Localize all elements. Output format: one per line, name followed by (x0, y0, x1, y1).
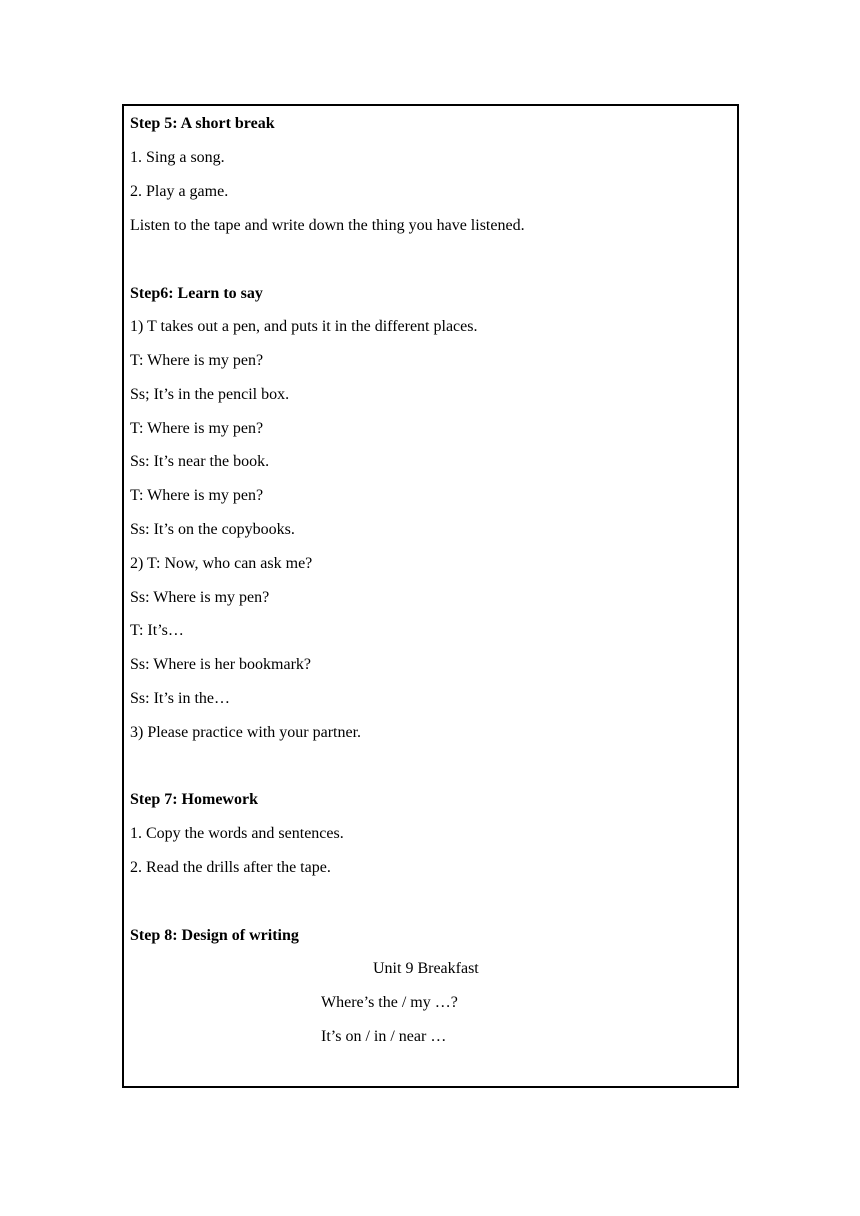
step7-item: 1. Copy the words and sentences. (130, 825, 344, 842)
board-line: It’s on / in / near … (321, 1028, 447, 1045)
step5-item: Listen to the tape and write down the thing you have listened. (130, 217, 525, 234)
step6-item: Ss: Where is my pen? (130, 589, 270, 606)
step6-item: Ss: Where is her bookmark? (130, 656, 311, 673)
step5-item: 1. Sing a song. (130, 149, 225, 166)
step7-item: 2. Read the drills after the tape. (130, 859, 331, 876)
step5-heading: Step 5: A short break (130, 115, 275, 132)
step6-item: T: Where is my pen? (130, 352, 264, 369)
step6-item: 2) T: Now, who can ask me? (130, 555, 313, 572)
step6-item: Ss; It’s in the pencil box. (130, 386, 290, 403)
step6-item: T: It’s… (130, 622, 184, 639)
step6-item: T: Where is my pen? (130, 487, 264, 504)
step6-item: 1) T takes out a pen, and puts it in the different places. (130, 318, 478, 335)
step6-item: Ss: It’s in the… (130, 690, 231, 707)
board-title: Unit 9 Breakfast (373, 960, 479, 977)
step7-heading: Step 7: Homework (130, 791, 258, 808)
board-line: Where’s the / my …? (321, 994, 458, 1011)
step6-item: Ss: It’s near the book. (130, 453, 270, 470)
step6-item: 3) Please practice with your partner. (130, 724, 362, 741)
step8-heading: Step 8: Design of writing (130, 927, 299, 944)
step6-item: T: Where is my pen? (130, 420, 264, 437)
step5-item: 2. Play a game. (130, 183, 229, 200)
step6-heading: Step6: Learn to say (130, 285, 263, 302)
step6-item: Ss: It’s on the copybooks. (130, 521, 295, 538)
